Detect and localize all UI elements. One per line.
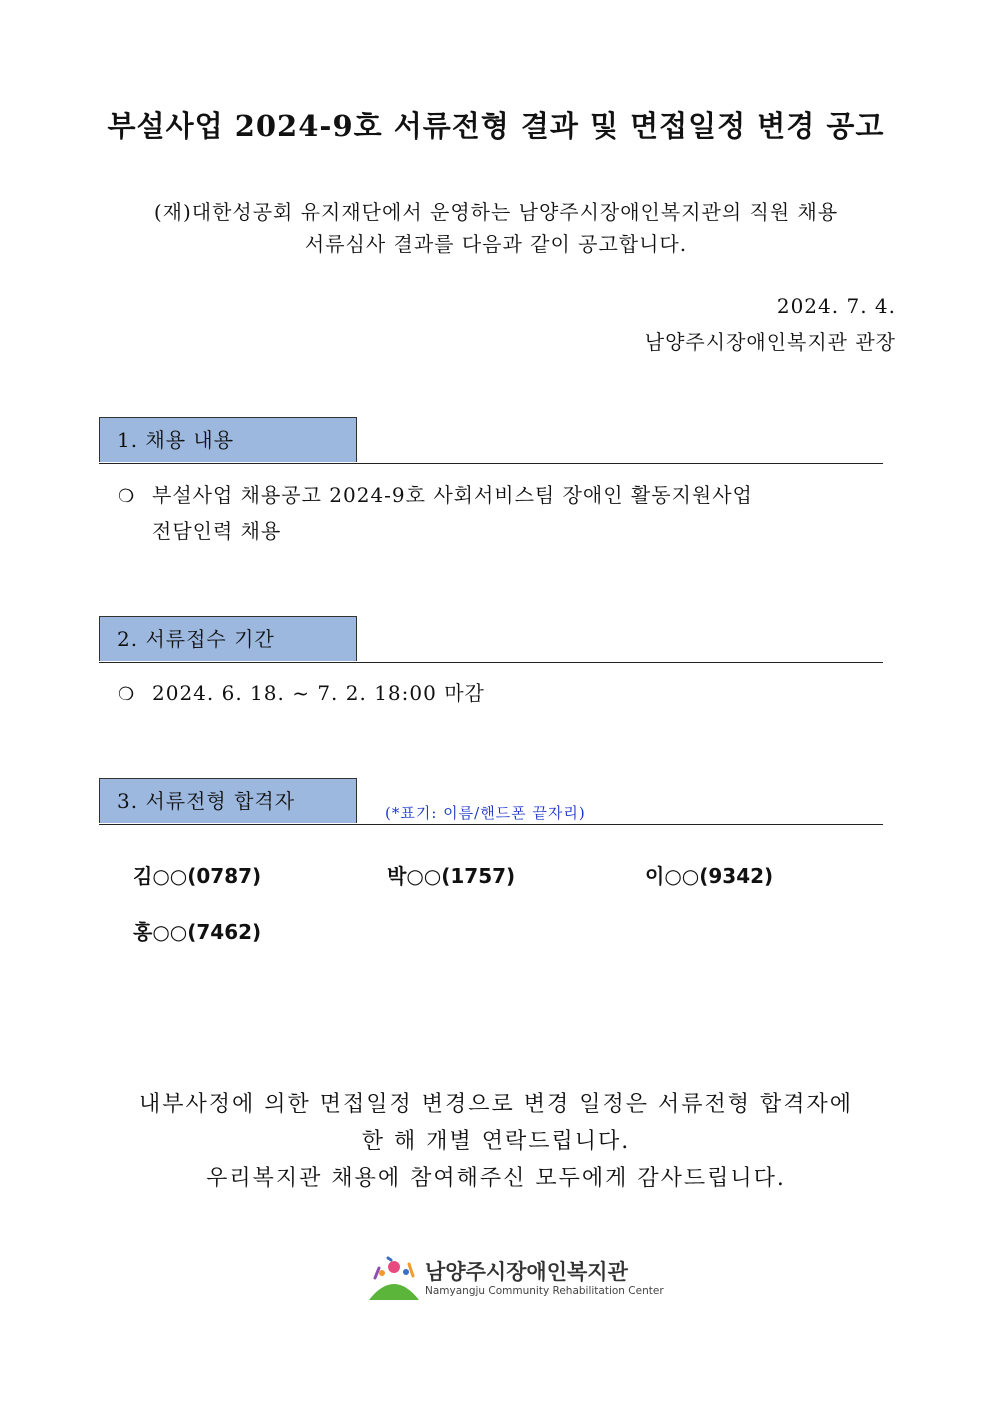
org-logo bbox=[367, 1254, 664, 1304]
section-2-header bbox=[99, 616, 883, 663]
intro-line-1: (재)대한성공회 유지재단에서 운영하는 남양주시장애인복지관의 직원 채용 bbox=[153, 200, 839, 224]
section-2-content bbox=[118, 676, 485, 712]
section-2-text-1: 2024. 6. 18. ~ 7. 2. 18:00 마감 bbox=[152, 681, 485, 705]
section-1-text-2: 전담인력 채용 bbox=[152, 519, 282, 543]
applicant-item: 김○○(0787) bbox=[133, 864, 262, 888]
section-1-header bbox=[99, 417, 883, 464]
closing-line-3: 우리복지관 채용에 참여해주신 모두에게 감사드립니다. bbox=[206, 1166, 786, 1191]
logo-arm-icon bbox=[388, 1258, 391, 1260]
applicant-item: 홍○○(7462) bbox=[133, 920, 262, 944]
section-1-title: 1. 채용 내용 bbox=[99, 417, 357, 462]
bullet-icon: ❍ bbox=[118, 684, 136, 705]
section-1-text-1: 부설사업 채용공고 2024-9호 사회서비스팀 장애인 활동지원사업 bbox=[152, 483, 753, 507]
section-1-line-1 bbox=[118, 478, 753, 514]
logo-subtitle: Namyangju Community Rehabilitation Center bbox=[425, 1285, 664, 1297]
page-title: 부설사업 2024-9호 서류전형 결과 및 면접일정 변경 공고 bbox=[107, 109, 885, 143]
logo-arm-icon bbox=[409, 1264, 413, 1276]
section-2-line-1 bbox=[118, 676, 485, 712]
logo-name: 남양주시장애인복지관 bbox=[425, 1260, 628, 1284]
applicant-item: 박○○(1757) bbox=[387, 864, 516, 888]
logo-dot-icon bbox=[403, 1269, 409, 1275]
logo-head-icon bbox=[388, 1261, 400, 1273]
closing-line-2: 한 해 개별 연락드립니다. bbox=[361, 1129, 631, 1154]
intro-line-2: 서류심사 결과를 다음과 같이 공고합니다. bbox=[304, 232, 688, 256]
issue-date: 2024. 7. 4. bbox=[776, 294, 896, 318]
applicant-item: 이○○(9342) bbox=[645, 864, 774, 888]
section-2-title: 2. 서류접수 기간 bbox=[99, 616, 357, 661]
logo-arm-icon bbox=[375, 1268, 379, 1278]
logo-mark-icon bbox=[367, 1254, 421, 1304]
bullet-icon: ❍ bbox=[118, 486, 136, 507]
closing-text bbox=[0, 1086, 992, 1197]
section-3-title: 3. 서류전형 합격자 bbox=[99, 778, 357, 823]
issuer: 남양주시장애인복지관 관장 bbox=[644, 330, 896, 354]
intro-text bbox=[90, 196, 902, 260]
closing-line-1: 내부사정에 의한 면접일정 변경으로 변경 일정은 서류전형 합격자에 bbox=[138, 1092, 853, 1117]
logo-dot-icon bbox=[379, 1270, 385, 1276]
issue-block bbox=[645, 288, 896, 360]
logo-hill-icon bbox=[369, 1284, 419, 1300]
section-3-note: (*표기: 이름/핸드폰 끝자리) bbox=[385, 804, 586, 822]
section-3-header bbox=[99, 778, 883, 825]
section-1-content bbox=[118, 478, 753, 548]
